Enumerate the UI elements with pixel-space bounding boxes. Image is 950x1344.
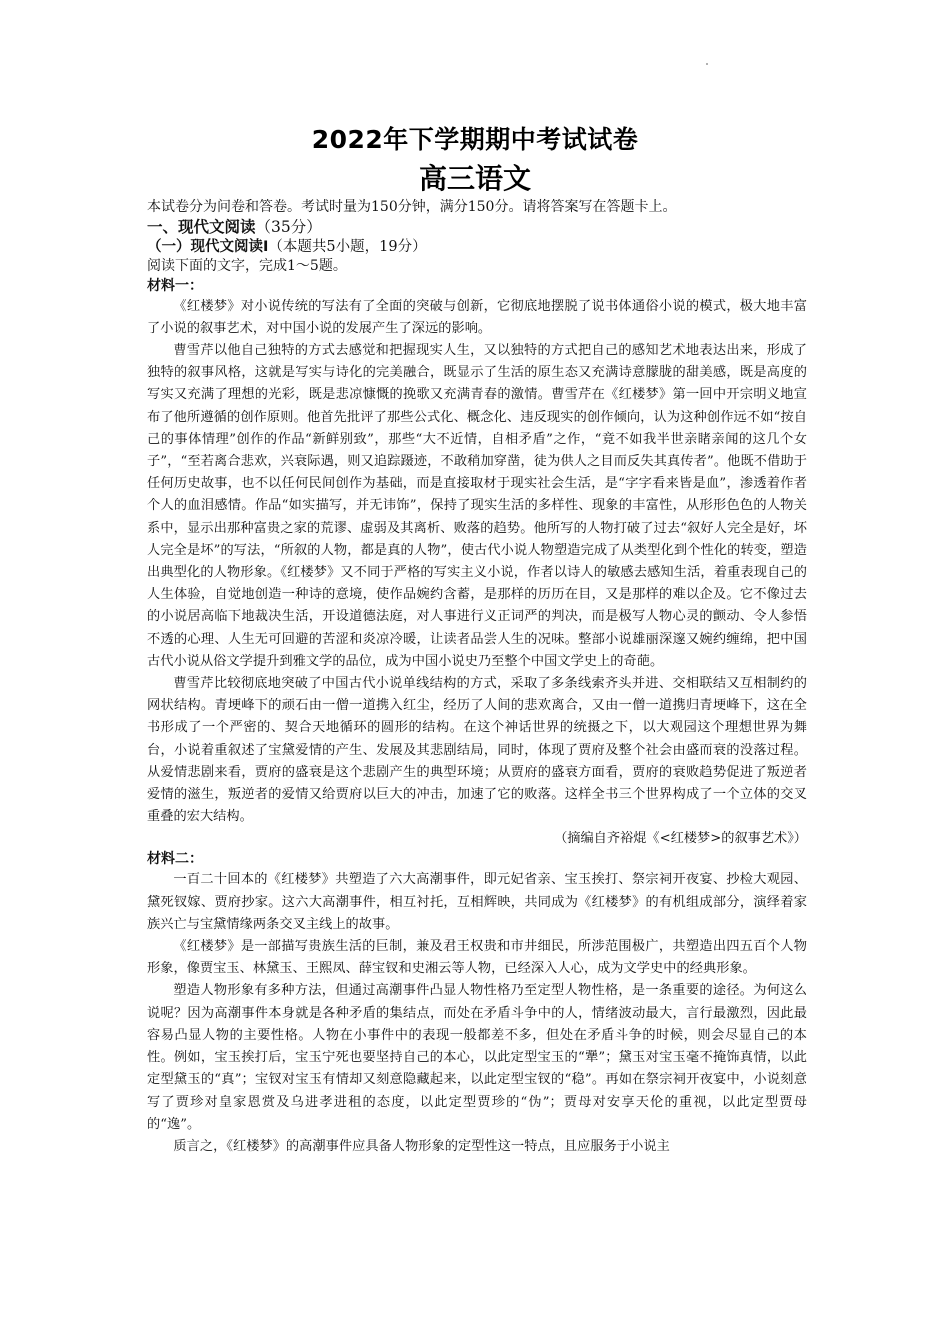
section-title: 一、现代文阅读 bbox=[147, 218, 256, 237]
part-title: （一）现代文阅读Ⅰ bbox=[147, 239, 269, 256]
material-one-paragraph-2: 曹雪芹以他自己独特的方式去感觉和把握现实人生，又以独特的方式把自己的感知艺术地表达出来，形成了独特的叙事风格，这就是写实与诗化的完美融合，既显示了生活的原生态又充满诗意朦胧的甜美感，既是高度的写实又充满了理想的光彩，既是悲凉慷慨的挽歌又充满青春的激情。曹雪芹在《红楼梦》第一回中开宗明义地宣布了他所遵循的创作原则。他首先批评了那些公式化、概念化、违反现实的创作倾向，认为这种创作远不如“按自己的事体情理”创作的作品“新鲜别致”，那些“大不近情，自相矛盾”之作，“竟不如我半世亲睹亲闻的这几个女子”，“至若离合悲欢，兴衰际遇，则又追踪蹑迹，不敢稍加穿凿，徒为供人之目而反失其真传者”。他既不借助于任何历史故事，也不以任何民间创作为基础，而是直接取材于现实社会生活，是“字字看来皆是血”，渗透着作者个人的血泪感情。作品“如实描写，并无讳饰”，保持了现实生活的多样性、现象的丰富性，从形形色色的人物关系中，显示出那种富贵之家的荒谬、虚弱及其离析、败落的趋势。他所写的人物打破了过去“叙好人完全是好，坏人完全是坏”的写法，“所叙的人物，都是真的人物”，使古代小说人物塑造完成了从类型化到个性化的转变，塑造出典型化的人物形象。《红楼梦》又不同于严格的写实主义小说，作者以诗人的敏感去感知生活，着重表现自己的人生体验，自觉地创造一种诗的意境，使作品婉约含蓄，是那样的历历在目，又是那样的难以企及。它不像过去的小说居高临下地裁决生活，开设道德法庭，对人事进行义正词严的判决，而是极写人物心灵的颤动、令人参悟不透的心理、人生无可回避的苦涩和炎凉冷暖，让读者品尝人生的况味。整部小说雄丽深邃又婉约缠绵，把中国古代小说从俗文学提升到雅文学的品位，成为中国小说史乃至整个中国文学史上的奇葩。 bbox=[147, 343, 807, 669]
part-heading bbox=[147, 237, 807, 257]
material-two-paragraph-1: 一百二十回本的《红楼梦》共塑造了六大高潮事件，即元妃省亲、宝玉挨打、祭宗祠开夜宴、抄检大观园、黛死钗嫁、贾府抄家。这六大高潮事件，相互衬托，互相辉映，共同成为《红楼梦》的有机组成部分，演绎着家族兴亡与宝黛情缘两条交叉主线上的故事。 bbox=[147, 872, 807, 932]
part-instruction: 阅读下面的文字，完成1～5题。 bbox=[147, 258, 347, 275]
material-two-paragraph-4: 质言之，《红楼梦》的高潮事件应具备人物形象的定型性这一特点，且应服务于小说主 bbox=[173, 1138, 670, 1154]
exam-subject: 高三语文 bbox=[418, 162, 531, 195]
material-two-label: 材料二： bbox=[147, 851, 203, 868]
material-one-source: （摘编自齐裕焜《<红楼梦>的叙事艺术》） bbox=[554, 831, 807, 847]
section-heading bbox=[147, 217, 807, 237]
section-score: （35分） bbox=[255, 218, 322, 237]
material-one-label: 材料一： bbox=[147, 277, 203, 294]
material-two-paragraph-3: 塑造人物形象有多种方法，但通过高潮事件凸显人物性格乃至定型人物性格，是一条重要的途径。为何这么说呢？因为高潮事件本身就是各种矛盾的集结点，而处在矛盾斗争中的人，情绪波动最大，言行最激烈，因此最容易凸显人物的主要性格。人物在小事件中的表现一般都差不多，但处在矛盾斗争的时候，则会尽显自己的本性。例如，宝玉挨打后，宝玉宁死也要坚持自己的本心，以此定型宝玉的“犟”；黛玉对宝玉毫不掩饰真情，以此定型黛玉的“真”；宝钗对宝玉有情却又刻意隐藏起来，以此定型宝钗的“稳”。再如在祭宗祠开夜宴中，小说刻意写了贾珍对皇家恩赏及乌进孝进租的态度，以此定型贾珍的“伪”；贾母对安享天伦的重视，以此定型贾母的“逸”。 bbox=[147, 983, 807, 1132]
material-two-paragraph-2: 《红楼梦》是一部描写贵族生活的巨制，兼及君王权贵和市井细民，所涉范围极广，共塑造出四五百个人物形象，像贾宝玉、林黛玉、王熙凤、薛宝钗和史湘云等人物，已经深入人心，成为文学史中的经典形象。 bbox=[147, 939, 807, 977]
part-info: （本题共5小题，19分） bbox=[268, 239, 427, 256]
exam-intro: 本试卷分为问卷和答卷。考试时量为150分钟，满分150分。请将答案写在答题卡上。 bbox=[147, 199, 677, 215]
material-one-paragraph-3: 曹雪芹比较彻底地突破了中国古代小说单线结构的方式，采取了多条线索齐头并进、交相联结又互相制约的网状结构。青埂峰下的顽石由一僧一道携入红尘，经历了人间的悲欢离合，又由一僧一道携归青埂峰下，这在全书形成了一个严密的、契合天地循环的圆形的结构。在这个神话世界的统摄之下，以大观园这个理想世界为舞台，小说着重叙述了宝黛爱情的产生、发展及其悲剧结局，同时，体现了贾府及整个社会由盛而衰的没落过程。从爱情悲剧来看，贾府的盛衰是这个悲剧产生的典型环境；从贾府的盛衰方面看，贾府的衰败趋势促进了叛逆者爱情的滋生，叛逆者的爱情又给贾府以巨大的冲击，加速了它的败落。这样全书三个世界构成了一个立体的交叉重叠的宏大结构。 bbox=[147, 676, 807, 825]
exam-content bbox=[147, 198, 807, 1158]
material-one-paragraph-1: 《红楼梦》对小说传统的写法有了全面的突破与创新，它彻底地摆脱了说书体通俗小说的模式，极大地丰富了小说的叙事艺术，对中国小说的发展产生了深远的影响。 bbox=[147, 298, 807, 336]
exam-title: 2022年下学期期中考试试卷 bbox=[311, 125, 639, 154]
decorative-dot bbox=[706, 63, 708, 65]
